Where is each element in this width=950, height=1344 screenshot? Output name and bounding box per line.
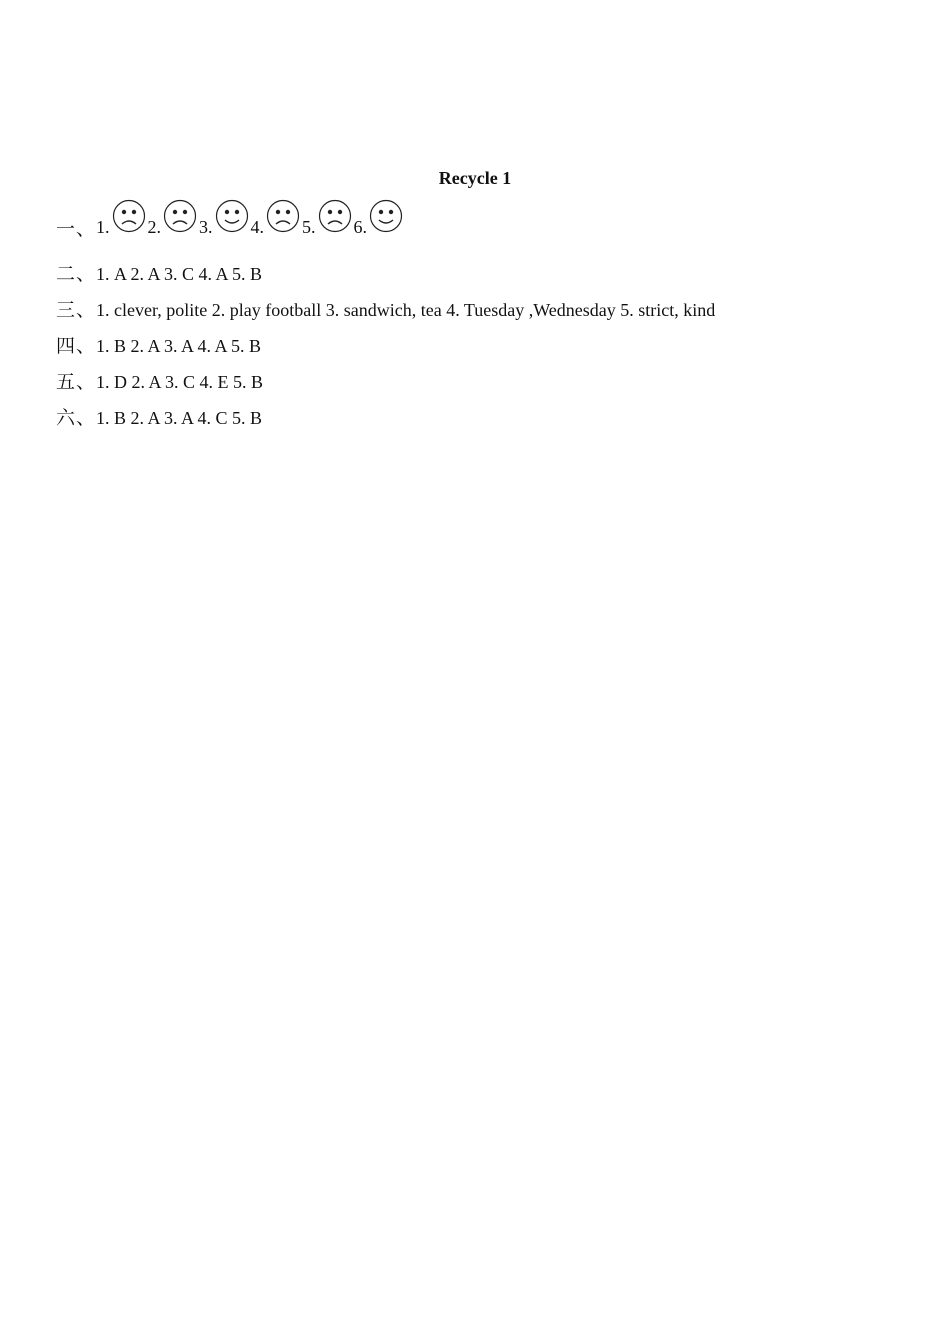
section-answers: 1. A 2. A 3. C 4. A 5. B — [96, 264, 263, 284]
face-answer-6 — [354, 199, 406, 241]
section-answers: 1. B 2. A 3. A 4. A 5. B — [96, 336, 262, 356]
section-4-line — [56, 334, 261, 358]
section-answers: 1. clever, polite 2. play football 3. sandwich, tea 4. Tuesday ,Wednesday 5. strict, kind — [96, 300, 716, 320]
face-answer-5 — [302, 199, 354, 241]
face-answer-3 — [199, 199, 251, 241]
section-1-line — [56, 201, 405, 241]
section-5-line — [56, 370, 263, 394]
sad-face-icon — [266, 199, 300, 233]
section-3-line — [56, 298, 715, 322]
sad-face-icon — [163, 199, 197, 233]
sad-face-icon — [318, 199, 352, 233]
happy-face-icon — [215, 199, 249, 233]
section-6-line — [56, 406, 262, 430]
sad-face-icon — [112, 199, 146, 233]
face-answer-1 — [96, 199, 148, 241]
section-answers: 1. B 2. A 3. A 4. C 5. B — [96, 408, 263, 428]
answer-number: 6. — [353, 217, 368, 237]
section-marker: 六、 — [56, 407, 97, 429]
answer-number: 1. — [96, 217, 110, 237]
answer-number: 2. — [147, 217, 162, 237]
section-marker: 二、 — [56, 263, 97, 285]
section-marker: 一、 — [56, 218, 97, 240]
page-title: Recycle 1 — [438, 168, 512, 188]
face-answer-4 — [251, 199, 303, 241]
answer-number: 4. — [250, 217, 265, 237]
happy-face-icon — [369, 199, 403, 233]
section-2-line — [56, 262, 262, 286]
section-marker: 五、 — [56, 371, 97, 393]
answer-number: 3. — [199, 217, 213, 237]
section-answers: 1. D 2. A 3. C 4. E 5. B — [96, 372, 264, 392]
answer-number: 5. — [302, 217, 316, 237]
section-marker: 三、 — [56, 299, 97, 321]
section-marker: 四、 — [56, 335, 97, 357]
face-answer-2 — [148, 199, 200, 241]
